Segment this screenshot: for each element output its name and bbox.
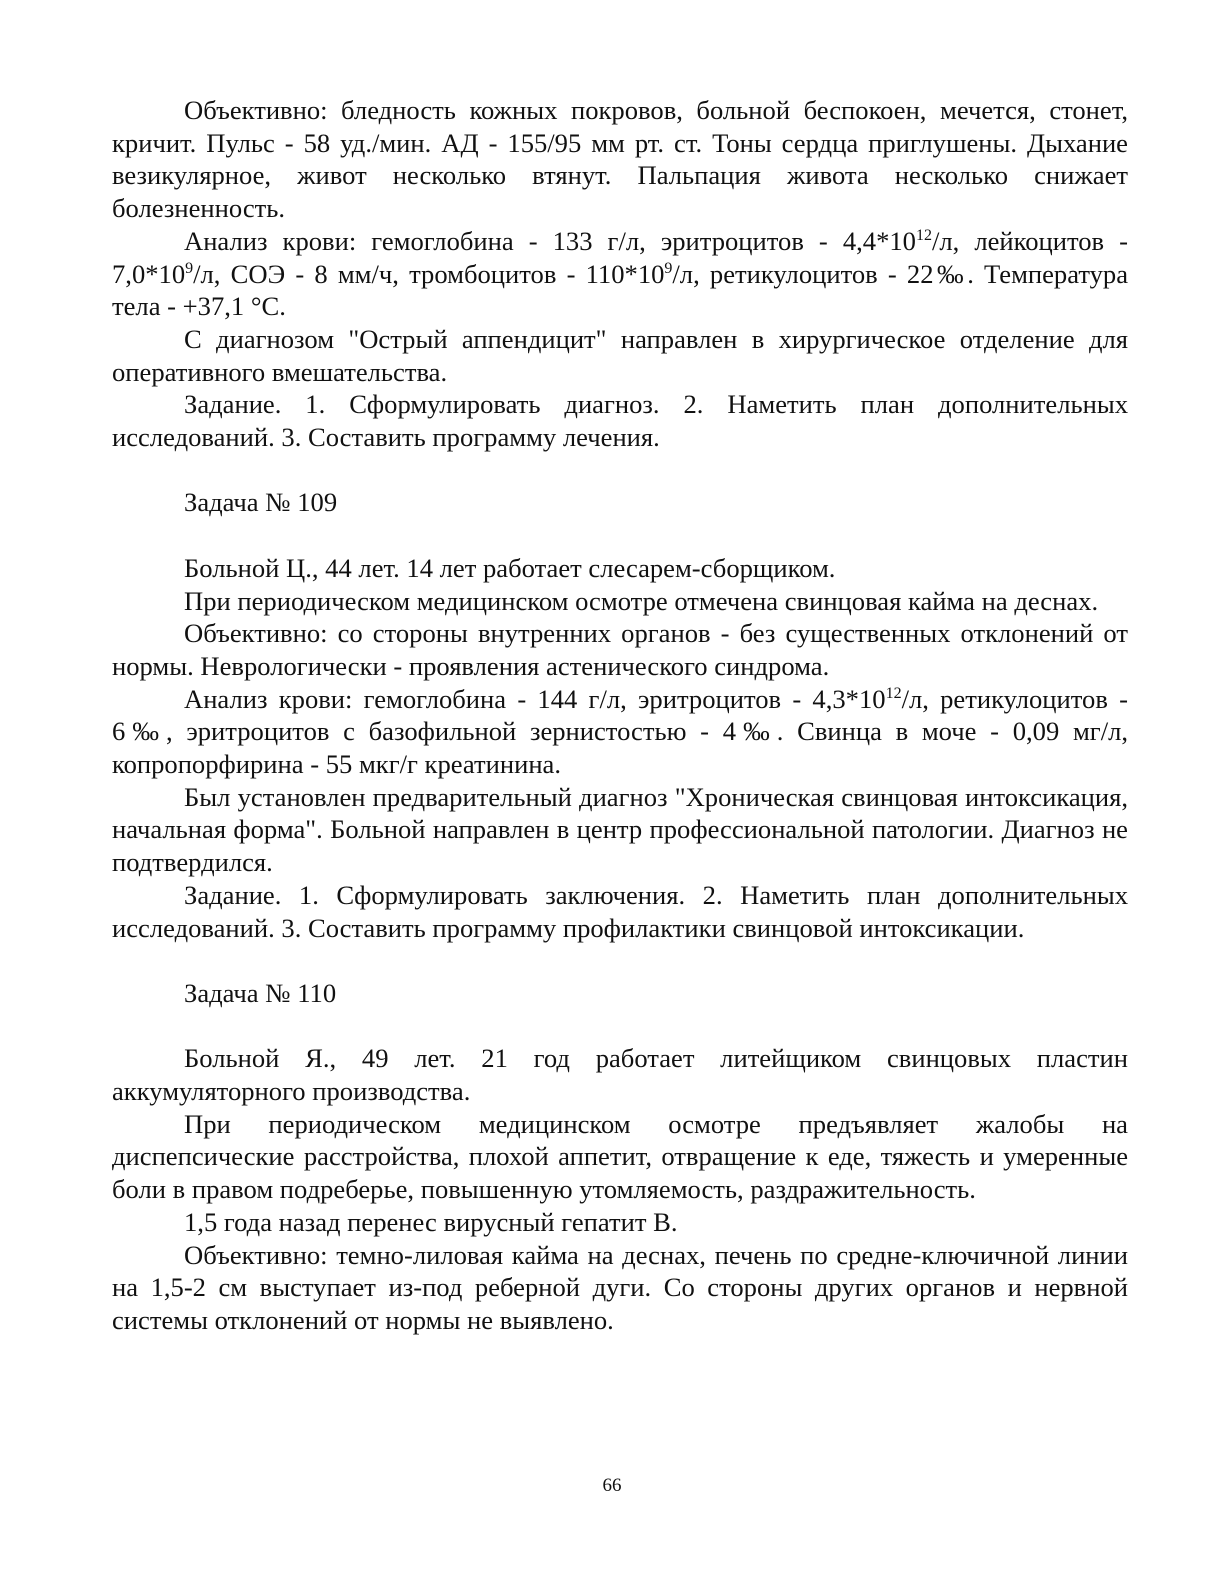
task108-assignment: Задание. 1. Сформулировать диагноз. 2. Наметить план дополнительных исследований. 3. Составить программу лечения. bbox=[112, 389, 1128, 453]
blank-line bbox=[112, 519, 1128, 552]
task109-intro: Больной Ц., 44 лет. 14 лет работает слесарем-сборщиком. bbox=[184, 552, 836, 583]
page-number: 66 bbox=[602, 1475, 622, 1496]
task110-objective: Объективно: темно-лиловая кайма на деснах, печень по средне-ключичной линии на 1,5-2 см выступает из-под реберной дуги. Со стороны других органов и нервной системы отклонений от нормы не выявлено. bbox=[112, 1239, 1128, 1335]
task109-objective: Объективно: со стороны внутренних органов - без существенных отклонений от нормы. Неврологически - проявления астенического синдрома. bbox=[112, 618, 1128, 681]
task109-assignment: Задание. 1. Сформулировать заключения. 2. Наметить план дополнительных исследований. 3. Составить программу профилактики свинцовой интоксикации. bbox=[112, 879, 1128, 943]
blank-line bbox=[112, 454, 1128, 487]
blank-line bbox=[112, 944, 1128, 977]
task109-diagnosis: Был установлен предварительный диагноз "Хроническая свинцовая интоксикация, начальная форма". Больной направлен в центр профессиональной патологии. Диагноз не подтвердился. bbox=[112, 781, 1128, 878]
task110-history: 1,5 года назад перенес вирусный гепатит В. bbox=[184, 1206, 678, 1237]
document-page bbox=[112, 94, 1128, 1337]
task108-objective: Объективно: бледность кожных покровов, больной беспокоен, мечется, стонет, кричит. Пульс - 58 уд./мин. АД - 155/95 мм рт. ст. Тоны сердца приглушены. Дыхание везикулярное, живот несколько втянут. Пальпация живота несколько снижает болезненность. bbox=[112, 95, 1128, 224]
blank-line bbox=[112, 1010, 1128, 1043]
task109-heading: Задача № 109 bbox=[184, 487, 338, 518]
task108-blood-analysis: Анализ крови: гемоглобина - 133 г/л, эритроцитов - $4,4*10^{12}/л$, лейкоцитов - $7,0*10^9/л$, СОЭ - 8 мм/ч, тромбоцитов - $110*10^9/л$, ретикулоцитов - 22‰. Температура тела - +37,1 °С. bbox=[112, 225, 1129, 322]
task109-exam: При периодическом медицинском осмотре отмечена свинцовая кайма на деснах. bbox=[184, 585, 1099, 616]
task110-intro: Больной Я., 49 лет. 21 год работает литейщиком свинцовых пластин аккумуляторного производства. bbox=[112, 1043, 1128, 1107]
task109-blood-analysis: Анализ крови: гемоглобина - 144 г/л, эритроцитов - $4,3*10^{12}/л$, ретикулоцитов - 6‰, эритроцитов с базофильной зернистостью - 4‰. Свинца в моче - 0,09 мг/л, копропорфирина - 55 мкг/г креатинина. bbox=[112, 683, 1128, 780]
task108-diagnosis: С диагнозом "Острый аппендицит" направлен в хирургическое отделение для оперативного вмешательства. bbox=[112, 323, 1128, 387]
task110-heading: Задача № 110 bbox=[184, 977, 337, 1008]
task110-complaints: При периодическом медицинском осмотре предъявляет жалобы на диспепсические расстройства, плохой аппетит, отвращение к еде, тяжесть и умеренные боли в правом подреберье, повышенную утомляемость, раздражительность. bbox=[112, 1108, 1128, 1205]
